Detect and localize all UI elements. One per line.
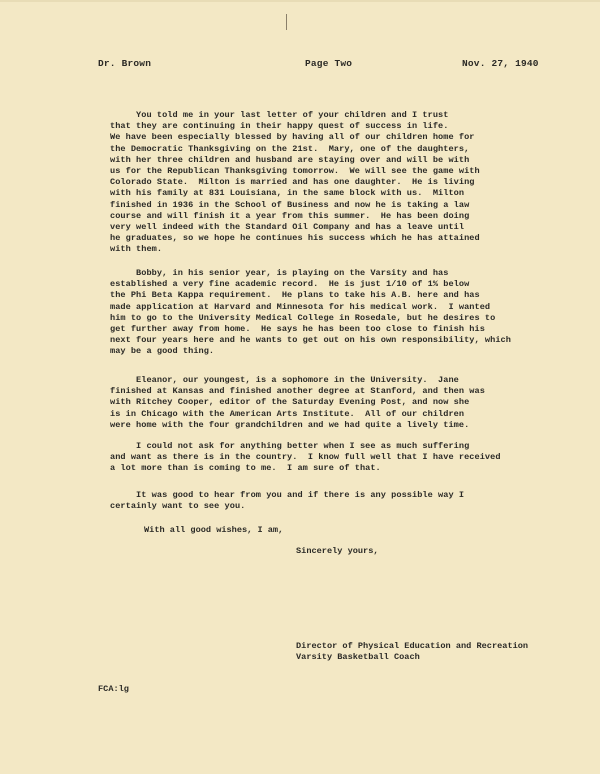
- text-line: It was good to hear from you and if there is any possible way I: [110, 490, 465, 500]
- text-line: the Democratic Thanksgiving on the 21st. Mary, one of the daughters,: [110, 143, 470, 154]
- typist-initials: FCA:lg: [98, 684, 129, 694]
- text-line: get further away from home. He says he has been too close to finish his: [110, 324, 485, 335]
- text-line: with them.: [110, 244, 163, 255]
- complimentary-close: Sincerely yours,: [296, 546, 379, 556]
- text-line: I could not ask for anything better when I see as much suffering: [110, 441, 470, 451]
- header-page-number: Page Two: [305, 58, 353, 69]
- paragraph-gratitude: [110, 441, 501, 475]
- text-line: a lot more than is coming to me. I am sure of that.: [110, 463, 381, 474]
- text-line: with his family at 831 Louisiana, in the same block with us. Milton: [110, 188, 465, 199]
- signature-title-line: Varsity Basketball Coach: [296, 652, 420, 663]
- paragraph-children-thanksgiving: [110, 110, 480, 256]
- staple-mark: [286, 14, 287, 30]
- text-line: us for the Republican Thanksgiving tomorrow. We will see the game with: [110, 166, 480, 177]
- signature-block: [296, 641, 528, 663]
- text-line: You told me in your last letter of your children and I trust: [110, 110, 449, 120]
- closing-line: With all good wishes, I am,: [144, 525, 284, 535]
- header-recipient: Dr. Brown: [98, 58, 152, 69]
- text-line: Colorado State. Milton is married and has one daughter. He is living: [110, 177, 475, 188]
- text-line: that they are continuing in their happy quest of success in life.: [110, 121, 449, 132]
- text-line: finished at Kansas and finished another degree at Stanford, and then was: [110, 386, 485, 397]
- text-line: him to go to the University Medical College in Rosedale, but he desires to: [110, 312, 496, 323]
- text-line: made application at Harvard and Minnesota for his medical work. I wanted: [110, 301, 491, 312]
- signature-title-line: Director of Physical Education and Recreation: [296, 641, 529, 651]
- text-line: he graduates, so we hope he continues his success which he has attained: [110, 233, 480, 244]
- header-date: Nov. 27, 1940: [462, 58, 539, 69]
- paragraph-eleanor-jane: [110, 375, 485, 431]
- paragraph-closing-wish: [110, 490, 464, 512]
- text-line: finished in 1936 in the School of Business and now he is taking a law: [110, 199, 470, 210]
- text-line: established a very fine academic record. He is just 1/10 of 1% below: [110, 279, 470, 290]
- text-line: next four years here and he wants to get out on his own responsibility, which: [110, 335, 511, 346]
- text-line: course and will finish it a year from this summer. He has been doing: [110, 210, 470, 221]
- text-line: certainly want to see you.: [110, 501, 246, 512]
- text-line: with her three children and husband are staying over and will be with: [110, 154, 470, 165]
- text-line: is in Chicago with the American Arts Institute. All of our children: [110, 408, 465, 419]
- text-line: very well indeed with the Standard Oil Company and has a leave until: [110, 222, 465, 233]
- paragraph-bobby: [110, 268, 511, 358]
- text-line: Eleanor, our youngest, is a sophomore in the University. Jane: [110, 375, 459, 385]
- text-line: may be a good thing.: [110, 346, 215, 357]
- text-line: and want as there is in the country. I know full well that I have received: [110, 452, 501, 463]
- text-line: Bobby, in his senior year, is playing on the Varsity and has: [110, 268, 449, 278]
- text-line: were home with the four grandchildren and we had quite a lively time.: [110, 419, 470, 430]
- page-top-edge: [0, 0, 600, 2]
- text-line: with Ritchey Cooper, editor of the Saturday Evening Post, and now she: [110, 397, 470, 408]
- text-line: We have been especially blessed by having all of our children home for: [110, 132, 475, 143]
- text-line: the Phi Beta Kappa requirement. He plans to take his A.B. here and has: [110, 290, 480, 301]
